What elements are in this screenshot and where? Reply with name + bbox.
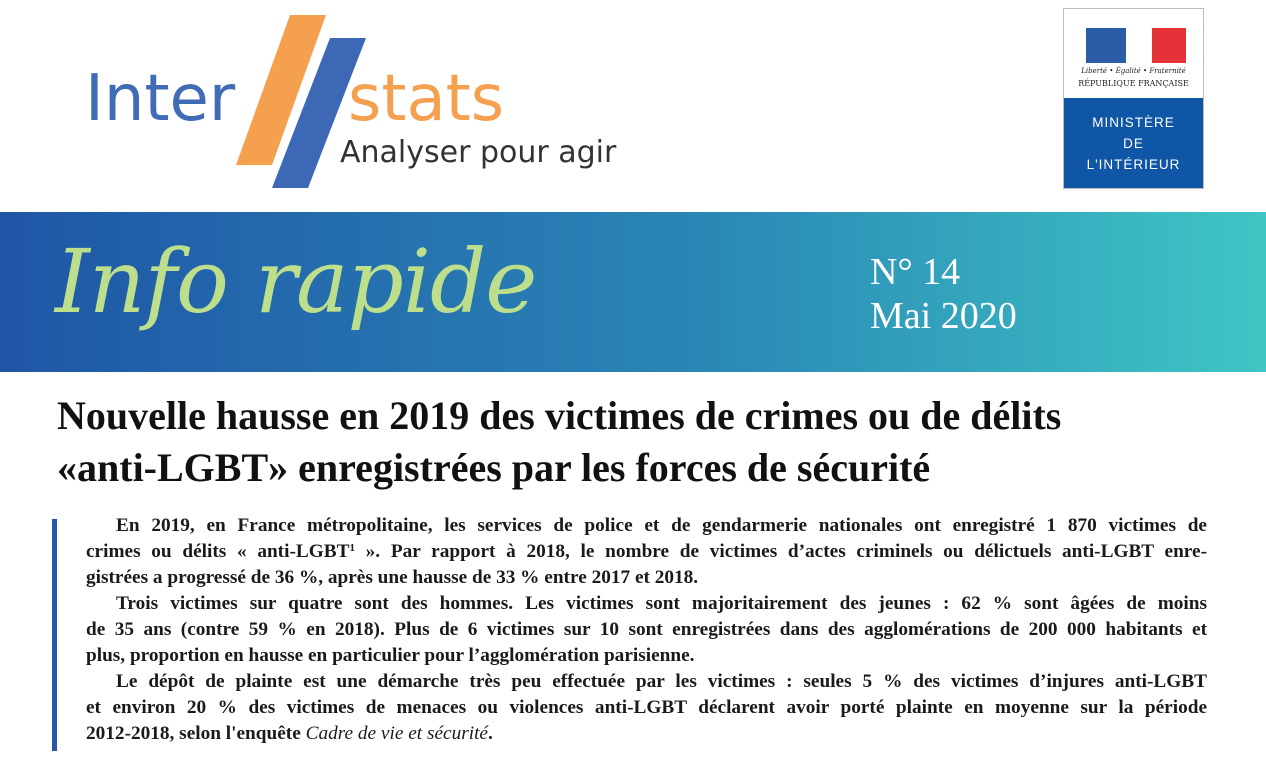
summary-text xyxy=(86,513,1207,747)
motto: Liberté • Égalité • Fraternité xyxy=(1081,67,1186,75)
survey-name: Cadre de vie et sécurité xyxy=(305,723,488,744)
issue-number: N° 14 xyxy=(870,251,961,293)
logo-stats: stats xyxy=(348,62,505,136)
headline-line: «anti-LGBT» enregistrées par les forces de sécurité xyxy=(57,445,931,490)
ministry-line: L'INTÉRIEUR xyxy=(1086,157,1181,172)
text-line: Trois victimes sur quatre sont des hommes. Les victimes sont majoritairement des jeunes : 62 % sont âgées de moins xyxy=(116,593,1207,614)
text-line: plus, proportion en hausse en particulier pour l’agglomération parisienne. xyxy=(86,645,695,666)
ministry-logo xyxy=(1063,8,1204,189)
text-line: gistrées a progressé de 36 %, après une hausse de 33 % entre 2017 et 2018. xyxy=(86,567,699,588)
logo-tagline: Analyser pour agir xyxy=(340,135,617,170)
accent-bar xyxy=(52,519,57,751)
headline xyxy=(57,390,1061,494)
issue-date: Mai 2020 xyxy=(870,295,1017,337)
banner xyxy=(0,212,1266,372)
republic-label: RÉPUBLIQUE FRANÇAISE xyxy=(1078,79,1189,88)
ministry-line: MINISTÈRE xyxy=(1092,115,1175,130)
text-line: et environ 20 % des victimes de menaces ou violences anti-LGBT déclarent avoir porté plainte en moyenne sur la période xyxy=(86,697,1207,718)
issue-info xyxy=(870,250,1017,338)
headline-line: Nouvelle hausse en 2019 des victimes de crimes ou de délits xyxy=(57,393,1062,438)
text-line: 2012-2018, selon l'enquête Cadre de vie et sécurité. xyxy=(86,723,493,744)
text-line: En 2019, en France métropolitaine, les services de police et de gendarmerie nationales ont enregistré 1 870 victimes de xyxy=(116,515,1207,536)
ministry-label xyxy=(1064,98,1203,188)
ministry-line: DE xyxy=(1123,136,1144,151)
interstats-logo xyxy=(80,10,620,194)
text-line: de 35 ans (contre 59 % en 2018). Plus de 6 victimes sur 10 sont enregistrées dans des agglomérations de 200 000 habitants et xyxy=(86,619,1207,640)
logo-inter: Inter xyxy=(85,62,236,136)
text-line: crimes ou délits « anti-LGBT$^1$ ». Par rapport à 2018, le nombre de victimes d’actes criminels ou délictuels anti-LGBT enre- xyxy=(86,541,1207,562)
text-line: Le dépôt de plainte est une démarche très peu effectuée par les victimes : seules 5 % des victimes d’injures anti-LGBT xyxy=(116,671,1207,692)
footnote-ref[interactable]: 1 xyxy=(349,542,355,554)
marianne-flag-icon xyxy=(1086,28,1186,63)
banner-title: Info rapide xyxy=(55,230,537,333)
